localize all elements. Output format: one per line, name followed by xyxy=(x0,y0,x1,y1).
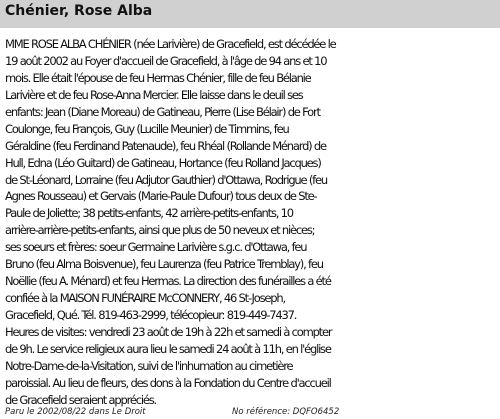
text-line: de St-Léonard, Lorraine (feu Adjutor Gauthier) d'Ottawa, Rodrigue (feu xyxy=(5,172,327,187)
text-line: Géraldine (feu Ferdinand Patenaude), feu Rhéal (Rollande Ménard) de xyxy=(5,138,326,153)
text-line: Gracefield, Qué. Tél. 819-463-2999, télécopieur: 819-449-7437. xyxy=(5,308,297,322)
footer xyxy=(0,406,500,419)
text-line: Noëllie (feu A. Ménard) et feu Hermas. La direction des funérailles a été xyxy=(5,274,331,289)
page-title: Chénier, Rose Alba xyxy=(5,3,153,19)
text-line: Heures de visites: vendredi 23 août de 19h à 22h et samedi à compter xyxy=(5,324,332,339)
text-line: 19 août 2002 au Foyer d'accueil de Gracefield, à l'âge de 94 ans et 10 xyxy=(5,53,327,68)
text-line: Agnes Rousseau) et Gervais (Marie-Paule Dufour) tous deux de Ste- xyxy=(5,189,317,204)
text-line: MME ROSE ALBA CHÉNIER (née Larivière) de Gracefield, est décédée le xyxy=(5,37,336,51)
text-line: de Gracefield seraient appréciés. xyxy=(5,392,156,407)
text-line: confiée à la MAISON FUNÉRAIRE McCONNERY, 46 St-Joseph, xyxy=(5,291,285,306)
text-line: Bruno (feu Alma Boisvenue), feu Laurenza (feu Patrice Tremblay), feu xyxy=(5,257,323,272)
text-line: Larivière et de feu Rose-Anna Mercier. Elle laisse dans le deuil ses xyxy=(5,87,303,102)
text-line: Notre-Dame-de-la-Visitation, suivi de l'inhumation au cimetière xyxy=(5,358,293,373)
obituary-text xyxy=(0,36,500,409)
text-line: mois. Elle était l'épouse de feu Hermas Chénier, fille de feu Bélanie xyxy=(5,70,311,85)
text-line: ses soeurs et frères: soeur Germaine Larivière s.g.c. d'Ottawa, feu xyxy=(5,240,307,255)
header-bar xyxy=(0,0,500,28)
text-line: Paule de Joliette; 38 petits-enfants, 42 arrière-petits-enfants, 10 xyxy=(5,206,293,221)
reference-number: No référence: DQFO6452 xyxy=(232,407,340,417)
text-line: paroissial. Au lieu de fleurs, des dons à la Fondation du Centre d'accueil xyxy=(5,375,331,390)
publication-source: Paru le 2002/08/22 dans Le Droit xyxy=(5,407,146,417)
text-line: arrière-arrière-petits-enfants, ainsi que plus de 50 neveux et nièces; xyxy=(5,223,315,238)
text-line: de 9h. Le service religieux aura lieu le samedi 24 août à 11h, en l'église xyxy=(5,341,331,356)
text-line: enfants: Jean (Diane Moreau) de Gatineau, Pierre (Lise Bélair) de Fort xyxy=(5,104,320,119)
text-line: Coulonge, feu François, Guy (Lucille Meunier) de Timmins, feu xyxy=(5,121,289,136)
text-line: Hull, Edna (Léo Guitard) de Gatineau, Hortance (feu Rolland Jacques) xyxy=(5,155,321,170)
